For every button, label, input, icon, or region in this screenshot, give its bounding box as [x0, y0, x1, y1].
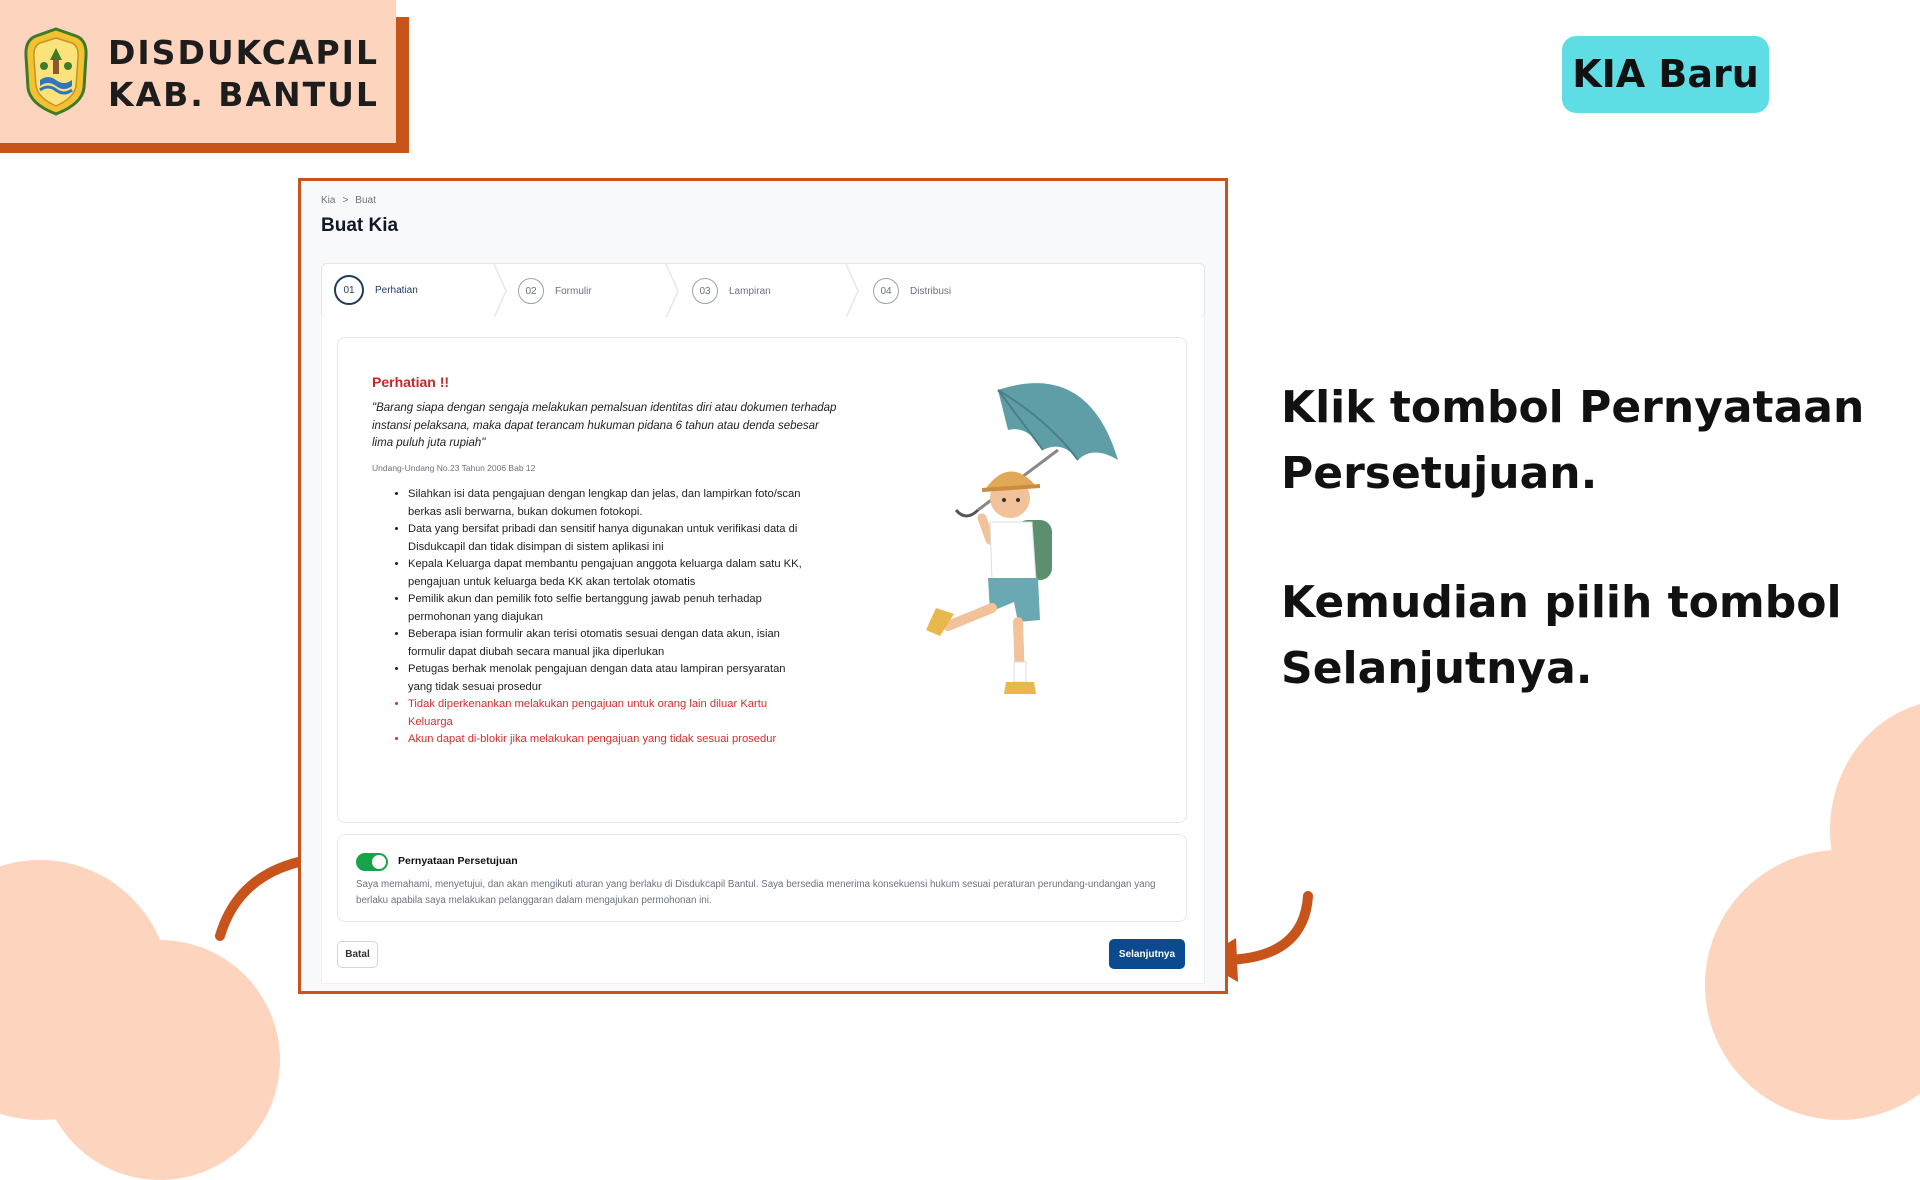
list-item-warning: • Akun dapat di-blokir jika melakukan pengajuan yang tidak sesuai prosedur	[408, 731, 808, 749]
brand-name	[108, 32, 379, 116]
next-button[interactable]: Selanjutnya	[1109, 939, 1185, 969]
toggle-knob	[372, 855, 386, 869]
agreement-card	[337, 834, 1187, 922]
notice-card	[337, 337, 1187, 823]
notice-title: Perhatian !!	[372, 374, 450, 390]
boy-with-umbrella-illustration	[878, 350, 1138, 730]
step-label: Distribusi	[910, 285, 952, 297]
step-lampiran[interactable]	[692, 276, 771, 306]
agreement-toggle[interactable]	[356, 853, 388, 871]
instruction-line-3: Kemudian pilih tombol	[1281, 577, 1842, 628]
breadcrumb	[321, 195, 376, 206]
step-number: 04	[873, 278, 899, 304]
step-label: Lampiran	[729, 285, 771, 297]
app-screenshot	[298, 178, 1228, 994]
step-number: 02	[518, 278, 544, 304]
breadcrumb-separator: >	[342, 195, 349, 206]
cancel-button[interactable]: Batal	[337, 941, 378, 968]
notice-quote: "Barang siapa dengan sengaja melakukan pemalsuan identitas diri atau dokumen terhadap instansi pelaksana, maka dapat terancam hukuman pidana 6 tahun atau denda sebesar lima puluh juta rupiah"	[372, 402, 837, 449]
step-label: Perhatian	[375, 284, 418, 296]
list-item: • Data yang bersifat pribadi dan sensitif hanya digunakan untuk verifikasi data di Disdukcapil dan tidak disimpan di sistem aplikasi ini	[408, 521, 808, 556]
list-item: • Pemilik akun dan pemilik foto selfie bertanggung jawab penuh terhadap permohonan yang diajukan	[408, 591, 808, 626]
step-distribusi[interactable]	[873, 276, 951, 306]
breadcrumb-root-link[interactable]: Kia	[321, 195, 336, 206]
brand-line-1: DISDUKCAPIL	[108, 33, 379, 72]
step-formulir[interactable]	[518, 276, 592, 306]
instruction-line-2: Persetujuan.	[1281, 448, 1598, 499]
step-number: 01	[334, 275, 364, 305]
bantul-emblem-icon	[24, 26, 88, 116]
step-label: Formulir	[555, 285, 592, 297]
list-item: • Petugas berhak menolak pengajuan dengan data atau lampiran persyaratan yang tidak sesuai prosedur	[408, 661, 808, 696]
notice-law-reference: Undang-Undang No.23 Tahun 2006 Bab 12	[372, 463, 536, 473]
agreement-title: Pernyataan Persetujuan	[398, 855, 518, 867]
list-item: • Beberapa isian formulir akan terisi otomatis sesuai dengan data akun, isian formulir dapat diubah secara manual jika diperlukan	[408, 626, 808, 661]
page-title: Buat Kia	[321, 215, 399, 236]
agreement-text: Saya memahami, menyetujui, dan akan mengikuti aturan yang berlaku di Disdukcapil Bantul. Saya bersedia menerima konsekuensi hukum sesuai peraturan perundang-undangan yang berlaku apabila saya melakukan pelanggaran dalam mengajukan permohonan ini.	[356, 879, 1156, 906]
step-divider-icon	[842, 264, 862, 318]
step-content-panel	[321, 317, 1205, 984]
list-item: • Kepala Keluarga dapat membantu pengajuan anggota keluarga dalam satu KK, pengajuan untuk keluarga beda KK akan tertolak otomatis	[408, 556, 808, 591]
list-item: • Silahkan isi data pengajuan dengan lengkap dan jelas, dan lampirkan foto/scan berkas asli berwarna, bukan dokumen fotokopi.	[408, 486, 808, 521]
rules-list	[386, 486, 808, 749]
instruction-line-1: Klik tombol Pernyataan	[1281, 382, 1865, 433]
list-item-warning: • Tidak diperkenankan melakukan pengajuan untuk orang lain diluar Kartu Keluarga	[408, 696, 808, 731]
step-perhatian[interactable]	[334, 275, 418, 305]
step-divider-icon	[490, 264, 510, 318]
decor-blob	[40, 940, 280, 1180]
brand-badge	[0, 0, 396, 143]
instruction-line-4: Selanjutnya.	[1281, 643, 1593, 694]
stepper	[321, 263, 1205, 319]
step-number: 03	[692, 278, 718, 304]
brand-line-2: KAB. BANTUL	[108, 75, 379, 114]
step-divider-icon	[662, 264, 682, 318]
breadcrumb-current: Buat	[355, 195, 376, 206]
kia-baru-tag: KIA Baru	[1562, 36, 1769, 113]
